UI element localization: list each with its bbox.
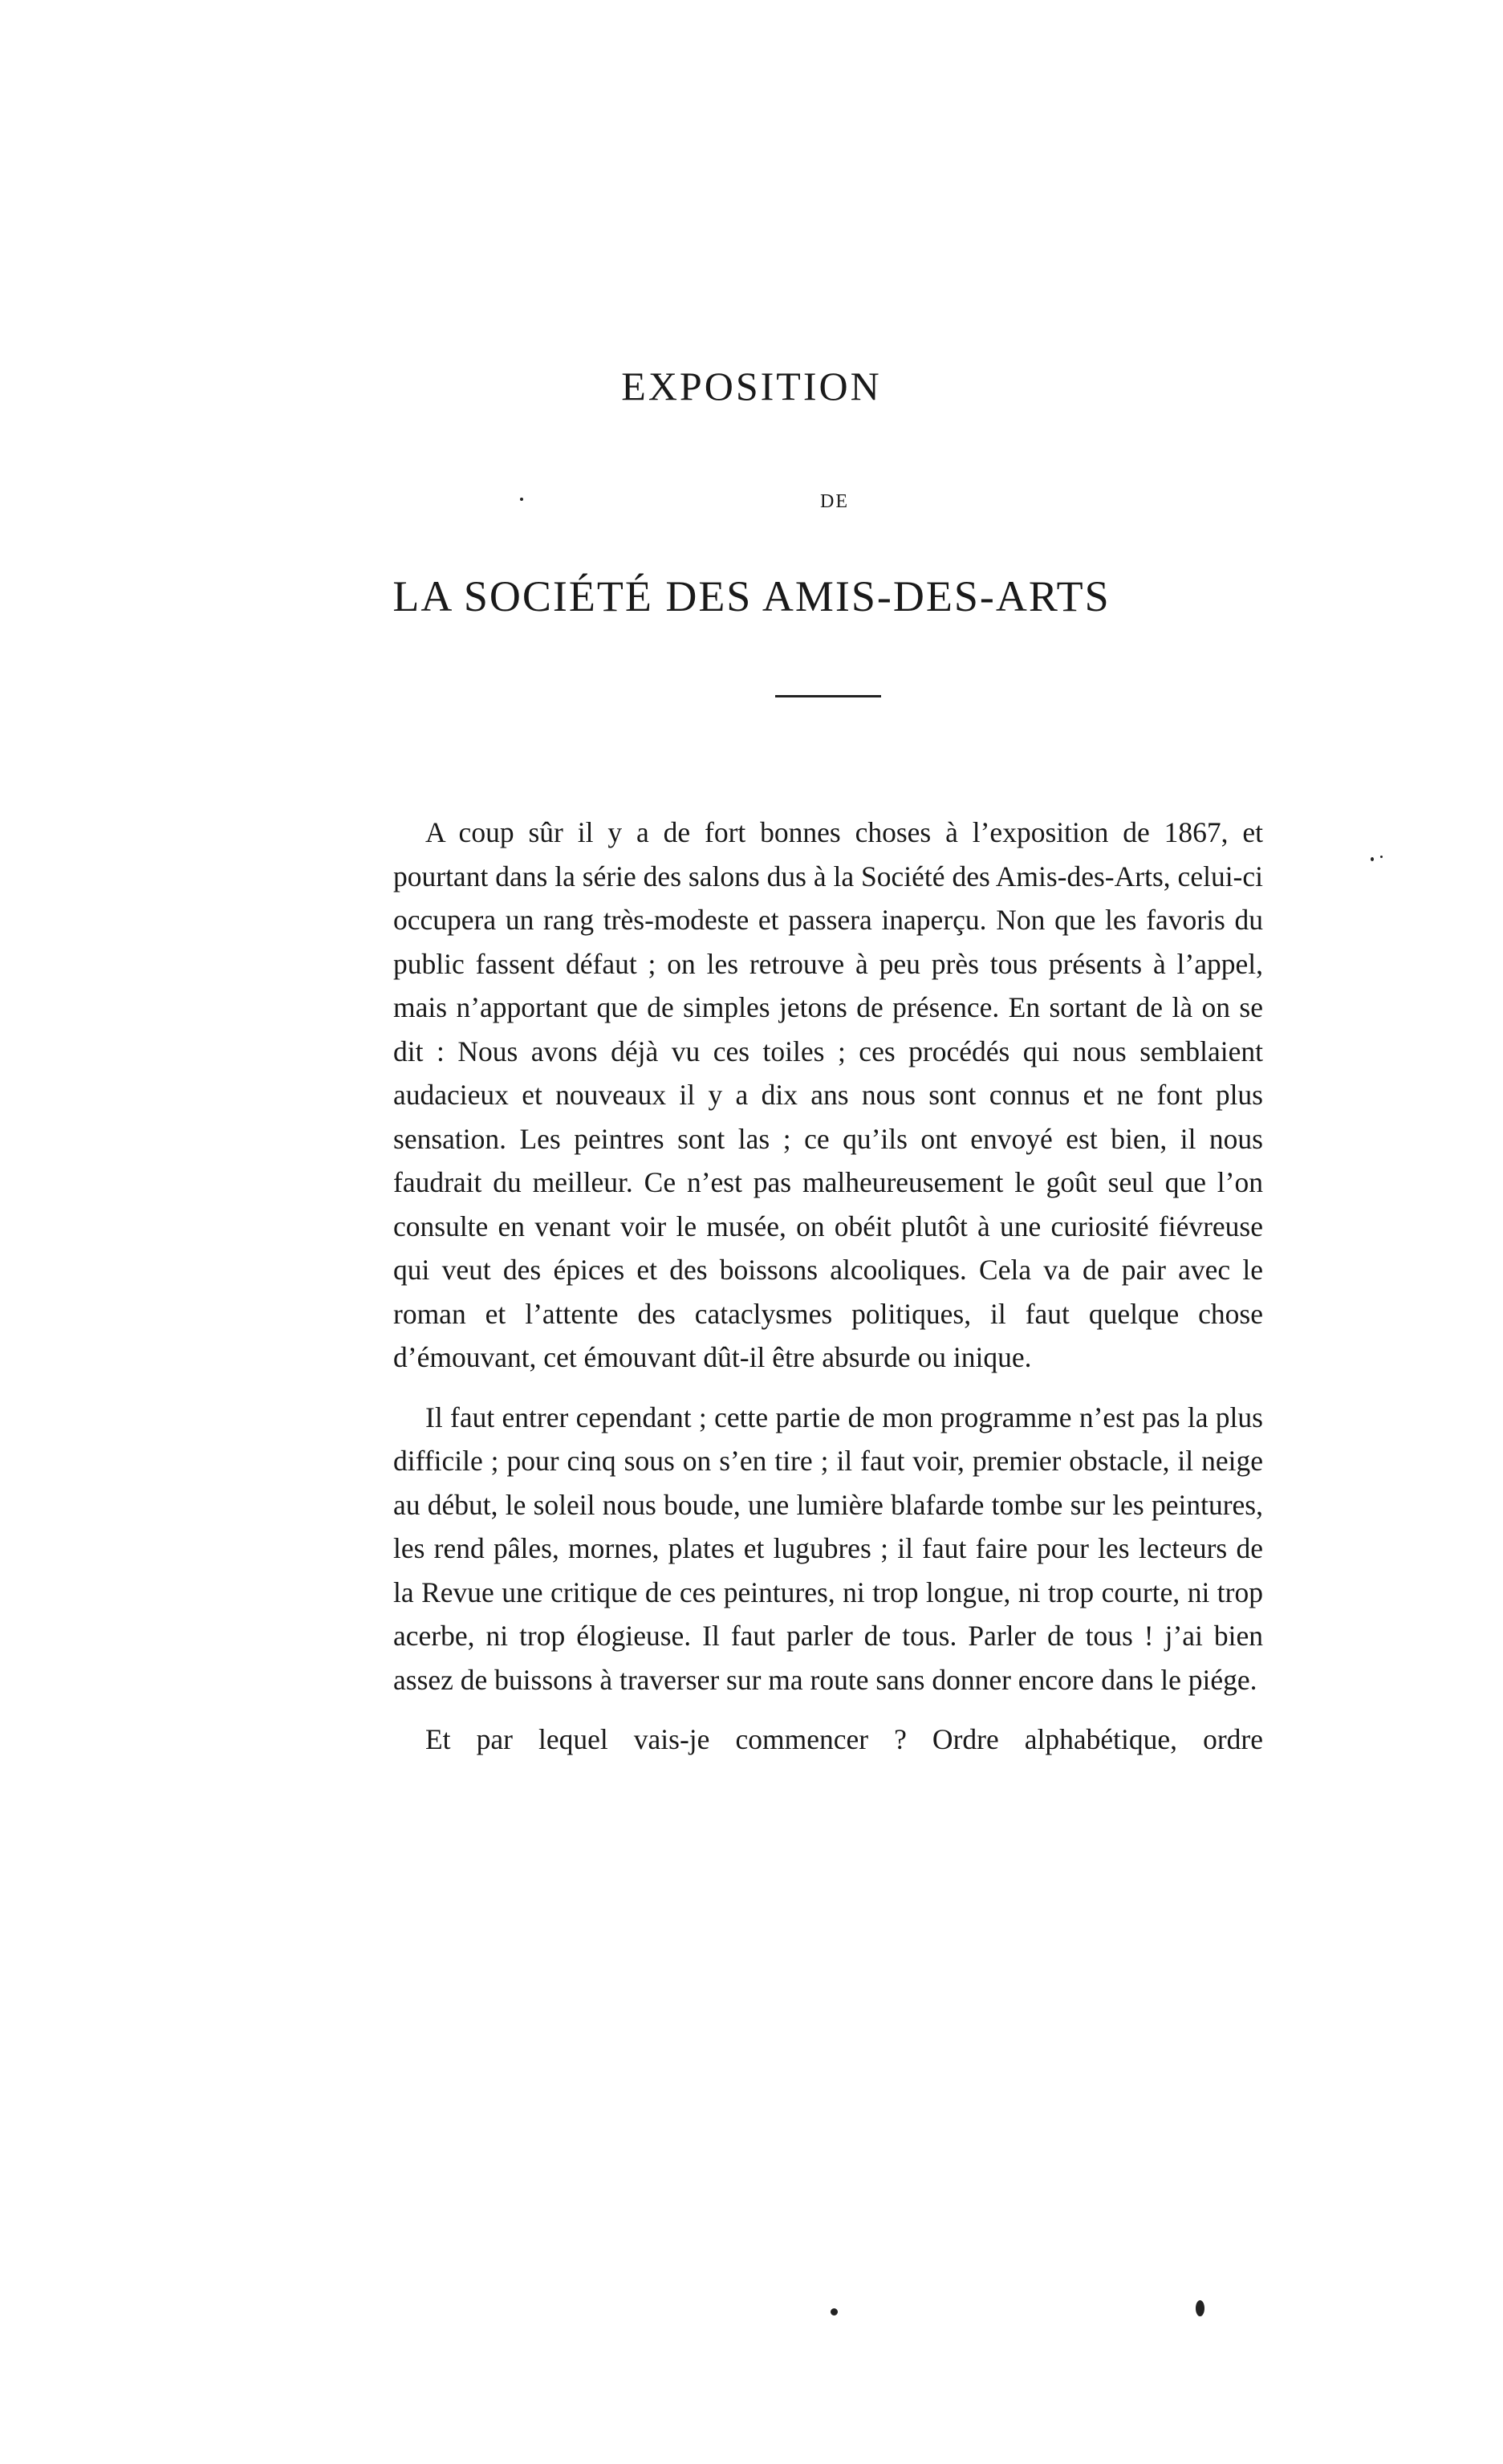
paper-speck xyxy=(831,2308,838,2316)
title-connector: DE xyxy=(820,491,849,512)
body-text xyxy=(393,811,1263,1778)
paragraph-3: Et par lequel vais-je commencer ? Ordre alphabétique, ordre xyxy=(425,1723,1263,1755)
paper-speck xyxy=(1380,856,1383,858)
paper-speck xyxy=(520,498,523,501)
paper-speck xyxy=(1196,2300,1204,2316)
paragraph-2: Il faut entrer cependant ; cette partie de mon programme n’est pas la plus difficile ; pour cinq sous on s’en tire ; il faut voir, premier obstacle, il neige au début, le soleil nous boude, une lumière blafarde tombe sur les peintures, les rend pâles, mornes, plates et lugubres ; il faut faire pour les lecteurs de la Revue une critique de ces peintures, ni trop longue, ni trop courte, ni trop acerbe, ni trop élogieuse. Il faut parler de tous. Parler de tous ! j’ai bien assez de buissons à traverser sur ma route sans donner encore dans le piége. xyxy=(393,1401,1263,1696)
paragraph-1: A coup sûr il y a de fort bonnes choses à l’exposition de 1867, et pourtant dans la série des salons dus à la Société des Amis-des-Arts, celui-ci occupera un rang très-modeste et passera inaperçu. Non que les favoris du public fassent défaut ; on les retrouve à peu près tous présents à l’appel, mais n’apportant que de simples jetons de présence. En sortant de là on se dit : Nous avons déjà vu ces toiles ; ces procédés qui nous semblaient audacieux et nouveaux il y a dix ans nous sont connus et ne font plus sensation. Les peintres sont las ; ce qu’ils ont envoyé est bien, il nous faudrait du meilleur. Ce n’est pas malheureusement le goût seul que l’on consulte en venant voir le musée, on obéit plutôt à une curiosité fiévreuse qui veut des épices et des boissons alcooliques. Cela va de pair avec le roman et l’attente des cataclysmes politiques, il faut quelque chose d’émouvant, cet émouvant dût-il être absurde ou inique. xyxy=(393,816,1263,1373)
paper-speck xyxy=(1371,857,1374,861)
page-title: EXPOSITION xyxy=(621,364,882,409)
page-subtitle: LA SOCIÉTÉ DES AMIS-DES-ARTS xyxy=(392,572,1111,620)
title-divider xyxy=(775,695,881,697)
